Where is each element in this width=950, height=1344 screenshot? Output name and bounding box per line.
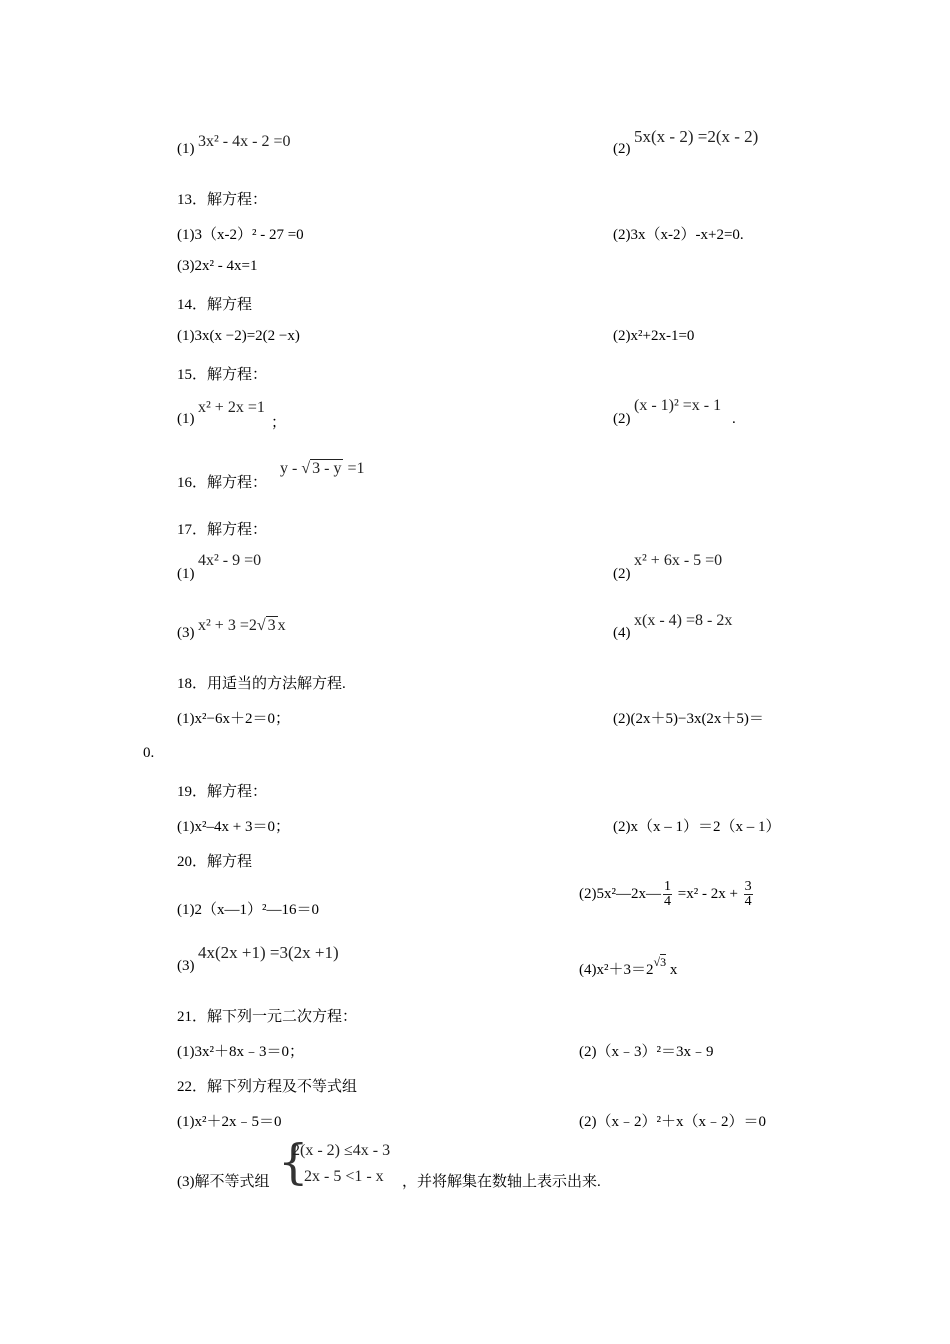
q17-part4-equation: x(x - 4) =8 - 2x (634, 612, 733, 629)
q20-part2 (579, 880, 755, 909)
q20-part1: (1)2（x—1）²—16＝0 (177, 902, 319, 918)
q22-part3-label: (3)解不等式组 (177, 1174, 270, 1190)
q20-part4-radicand: 3 (660, 955, 667, 969)
q17-title: 17．解方程： (177, 522, 268, 538)
q12-part2-equation: 5x(x - 2) =2(x - 2) (634, 127, 759, 146)
q19-part2: (2)x（x – 1）＝2（x – 1） (613, 819, 781, 835)
q16-radical: √ 3 - y (301, 460, 342, 477)
q20-part3-equation: 4x(2x +1) =3(2x +1) (198, 943, 339, 962)
q17-part2-label: (2) (613, 566, 631, 582)
q21-part1: (1)3x²＋8x﹣3＝0； (177, 1044, 304, 1060)
q17-part3-equation (198, 616, 286, 635)
q14-part2: (2)x²+2x-1=0 (613, 328, 695, 344)
q20-part2-fraction2 (744, 880, 753, 909)
q17-part1-label: (1) (177, 566, 195, 582)
q20-title: 20．解方程 (177, 854, 253, 870)
q15-part2-label: (2) (613, 411, 631, 427)
q17-part1-equation: 4x² - 9 =0 (198, 552, 262, 569)
q22-part1: (1)x²＋2x﹣5＝0 (177, 1114, 282, 1130)
q20-part4-radical: √3 (653, 955, 667, 969)
q13-part2: (2)3x（x-2）-x+2=0. (613, 227, 744, 243)
q15-title: 15．解方程： (177, 367, 268, 383)
q16-eq-left: y - (280, 460, 302, 477)
system-left-brace-icon: { (278, 1134, 309, 1190)
q20-part2-fraction1 (663, 880, 672, 909)
q17-part3-radicand: 3 (267, 617, 276, 634)
q18-part1: (1)x²−6x＋2＝0； (177, 711, 290, 727)
q20-part2-mid: =x² - 2x + (674, 885, 742, 902)
q20-part4 (579, 955, 678, 979)
q15-part2-tail: . (732, 411, 736, 427)
q17-part3-eq-right: x (277, 617, 286, 634)
q20-part3-label: (3) (177, 958, 195, 974)
q20-part4-lead: (4)x²＋3＝2 (579, 962, 654, 978)
q18-part2-continuation: 0. (143, 745, 155, 761)
q17-part4-label: (4) (613, 625, 631, 641)
q20-part2-fraction2-den: 4 (744, 894, 752, 909)
q18-title: 18．用适当的方法解方程. (177, 676, 346, 692)
q20-part2-lead: (2)5x²—2x— (579, 885, 661, 902)
q16-equation (280, 459, 364, 478)
q20-part2-fraction1-den: 4 (664, 894, 671, 909)
q17-part3-eq-left: x² + 3 =2 (198, 617, 257, 634)
q22-system-line2: 2x - 5 <1 - x (304, 1168, 384, 1185)
q17-part3-radical: √ 3 (256, 617, 276, 634)
q22-system-line1: 2(x - 2) ≤4x - 3 (292, 1142, 391, 1159)
q16-eq-right: =1 (343, 460, 365, 477)
q20-part4-tail: x (666, 962, 678, 978)
q18-part2: (2)(2x＋5)−3x(2x＋5)＝ (613, 711, 764, 727)
q20-part2-fraction1-num: 1 (664, 879, 671, 894)
q16-radicand: 3 - y (312, 460, 342, 477)
q17-part3-label: (3) (177, 625, 195, 641)
q22-title: 22．解下列方程及不等式组 (177, 1079, 358, 1095)
q13-part3: (3)2x² - 4x=1 (177, 258, 258, 274)
q16-title: 16．解方程： (177, 475, 268, 491)
q13-part1: (1)3（x-2）² - 27 =0 (177, 227, 304, 243)
q19-title: 19．解方程： (177, 784, 268, 800)
q22-part2: (2)（x﹣2）²＋x（x﹣2）＝0 (579, 1114, 766, 1130)
q13-title: 13．解方程： (177, 192, 268, 208)
q20-part2-fraction2-num: 3 (744, 879, 752, 894)
q12-part1-label: (1) (177, 141, 195, 157)
q12-part1-equation: 3x² - 4x - 2 =0 (198, 133, 291, 150)
q15-part1-label: (1) (177, 411, 195, 427)
q14-title: 14．解方程 (177, 297, 253, 313)
q21-part2: (2)（x﹣3）²＝3x﹣9 (579, 1044, 714, 1060)
q17-part2-equation: x² + 6x - 5 =0 (634, 552, 723, 569)
q15-part1-equation: x² + 2x =1 (198, 399, 265, 416)
q14-part1: (1)3x(x −2)=2(2 −x) (177, 328, 300, 344)
q22-part3-tail: ，并将解集在数轴上表示出来. (402, 1174, 601, 1190)
q15-part2-equation: (x - 1)² =x - 1 (634, 397, 722, 414)
q15-part1-tail: ； (271, 415, 287, 431)
q21-title: 21．解下列一元二次方程： (177, 1009, 358, 1025)
q12-part2-label: (2) (613, 141, 631, 157)
q19-part1: (1)x²–4x + 3＝0； (177, 819, 290, 835)
